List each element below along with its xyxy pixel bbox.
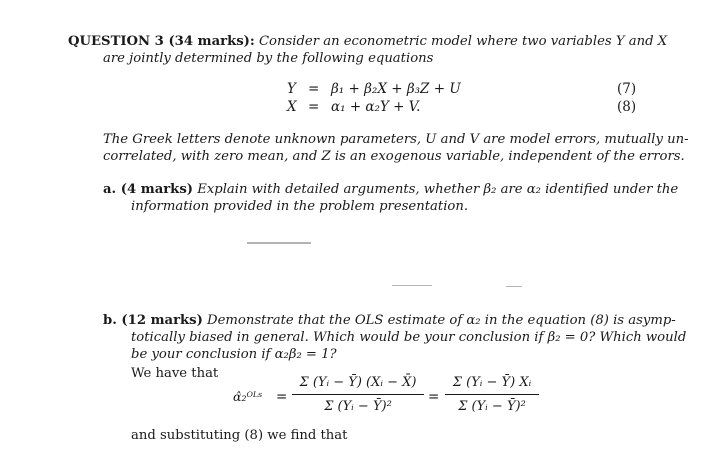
- fraction-2-bar: [445, 394, 539, 395]
- part-b-text-2: totically biased in general. Which would be your conclusion if β₂ = 0? Which would: [131, 330, 687, 345]
- formula-equals-2: =: [428, 389, 440, 405]
- equation-8-rhs: α₁ + α₂Y + V.: [331, 99, 421, 115]
- fraction-2-numerator: Σ (Yᵢ − Ȳ) Xᵢ: [452, 375, 532, 390]
- part-b-text-3: be your conclusion if α₂β₂ = 1?: [131, 347, 337, 362]
- part-a-text-1: Explain with detailed arguments, whether β₂ are α₂ identified under the: [197, 182, 679, 197]
- scan-artifact: [506, 286, 522, 287]
- part-a-label: a. (4 marks): [103, 182, 193, 197]
- equation-7-rhs: β₁ + β₂X + β₃Z + U: [331, 81, 461, 97]
- scan-artifact: [247, 242, 311, 244]
- question-heading: QUESTION 3 (34 marks):: [68, 34, 255, 49]
- we-have-that: We have that: [131, 366, 219, 381]
- formula-equals-1: =: [276, 389, 288, 405]
- description-line-2: correlated, with zero mean, and Z is an exogenous variable, independent of the errors.: [103, 149, 685, 164]
- part-b-text-1: Demonstrate that the OLS estimate of α₂ in the equation (8) is asymp-: [207, 313, 676, 328]
- equation-8-number: (8): [617, 99, 637, 115]
- equation-7-lhs: Y: [287, 81, 296, 97]
- part-b-label: b. (12 marks): [103, 313, 203, 328]
- part-b-line-1: [103, 313, 676, 329]
- equation-8-equals: =: [308, 99, 320, 115]
- equation-8-lhs: X: [287, 99, 297, 115]
- equation-7-number: (7): [617, 81, 637, 97]
- part-a-line-1: [103, 182, 678, 198]
- fraction-1-numerator: Σ (Yᵢ − Ȳ) (Xᵢ − X̄): [299, 375, 417, 390]
- question-intro-1: Consider an econometric model where two variables Y and X: [258, 34, 668, 49]
- question-heading-line: [68, 34, 667, 50]
- fraction-2-denominator: Σ (Yᵢ − Ȳ)²: [458, 399, 526, 414]
- equation-7-equals: =: [308, 81, 320, 97]
- fraction-1-bar: [292, 394, 424, 395]
- closing-text: and substituting (8) we find that: [131, 428, 348, 443]
- fraction-1-denominator: Σ (Yᵢ − Ȳ)²: [324, 399, 392, 414]
- description-line-1: The Greek letters denote unknown parameters, U and V are model errors, mutually un-: [103, 132, 689, 147]
- scan-artifact: [392, 285, 432, 286]
- question-intro-2: are jointly determined by the following equations: [103, 51, 434, 66]
- part-a-text-2: information provided in the problem presentation.: [131, 199, 469, 214]
- ols-estimator: α̂₂ᴼᴸˢ: [233, 389, 263, 404]
